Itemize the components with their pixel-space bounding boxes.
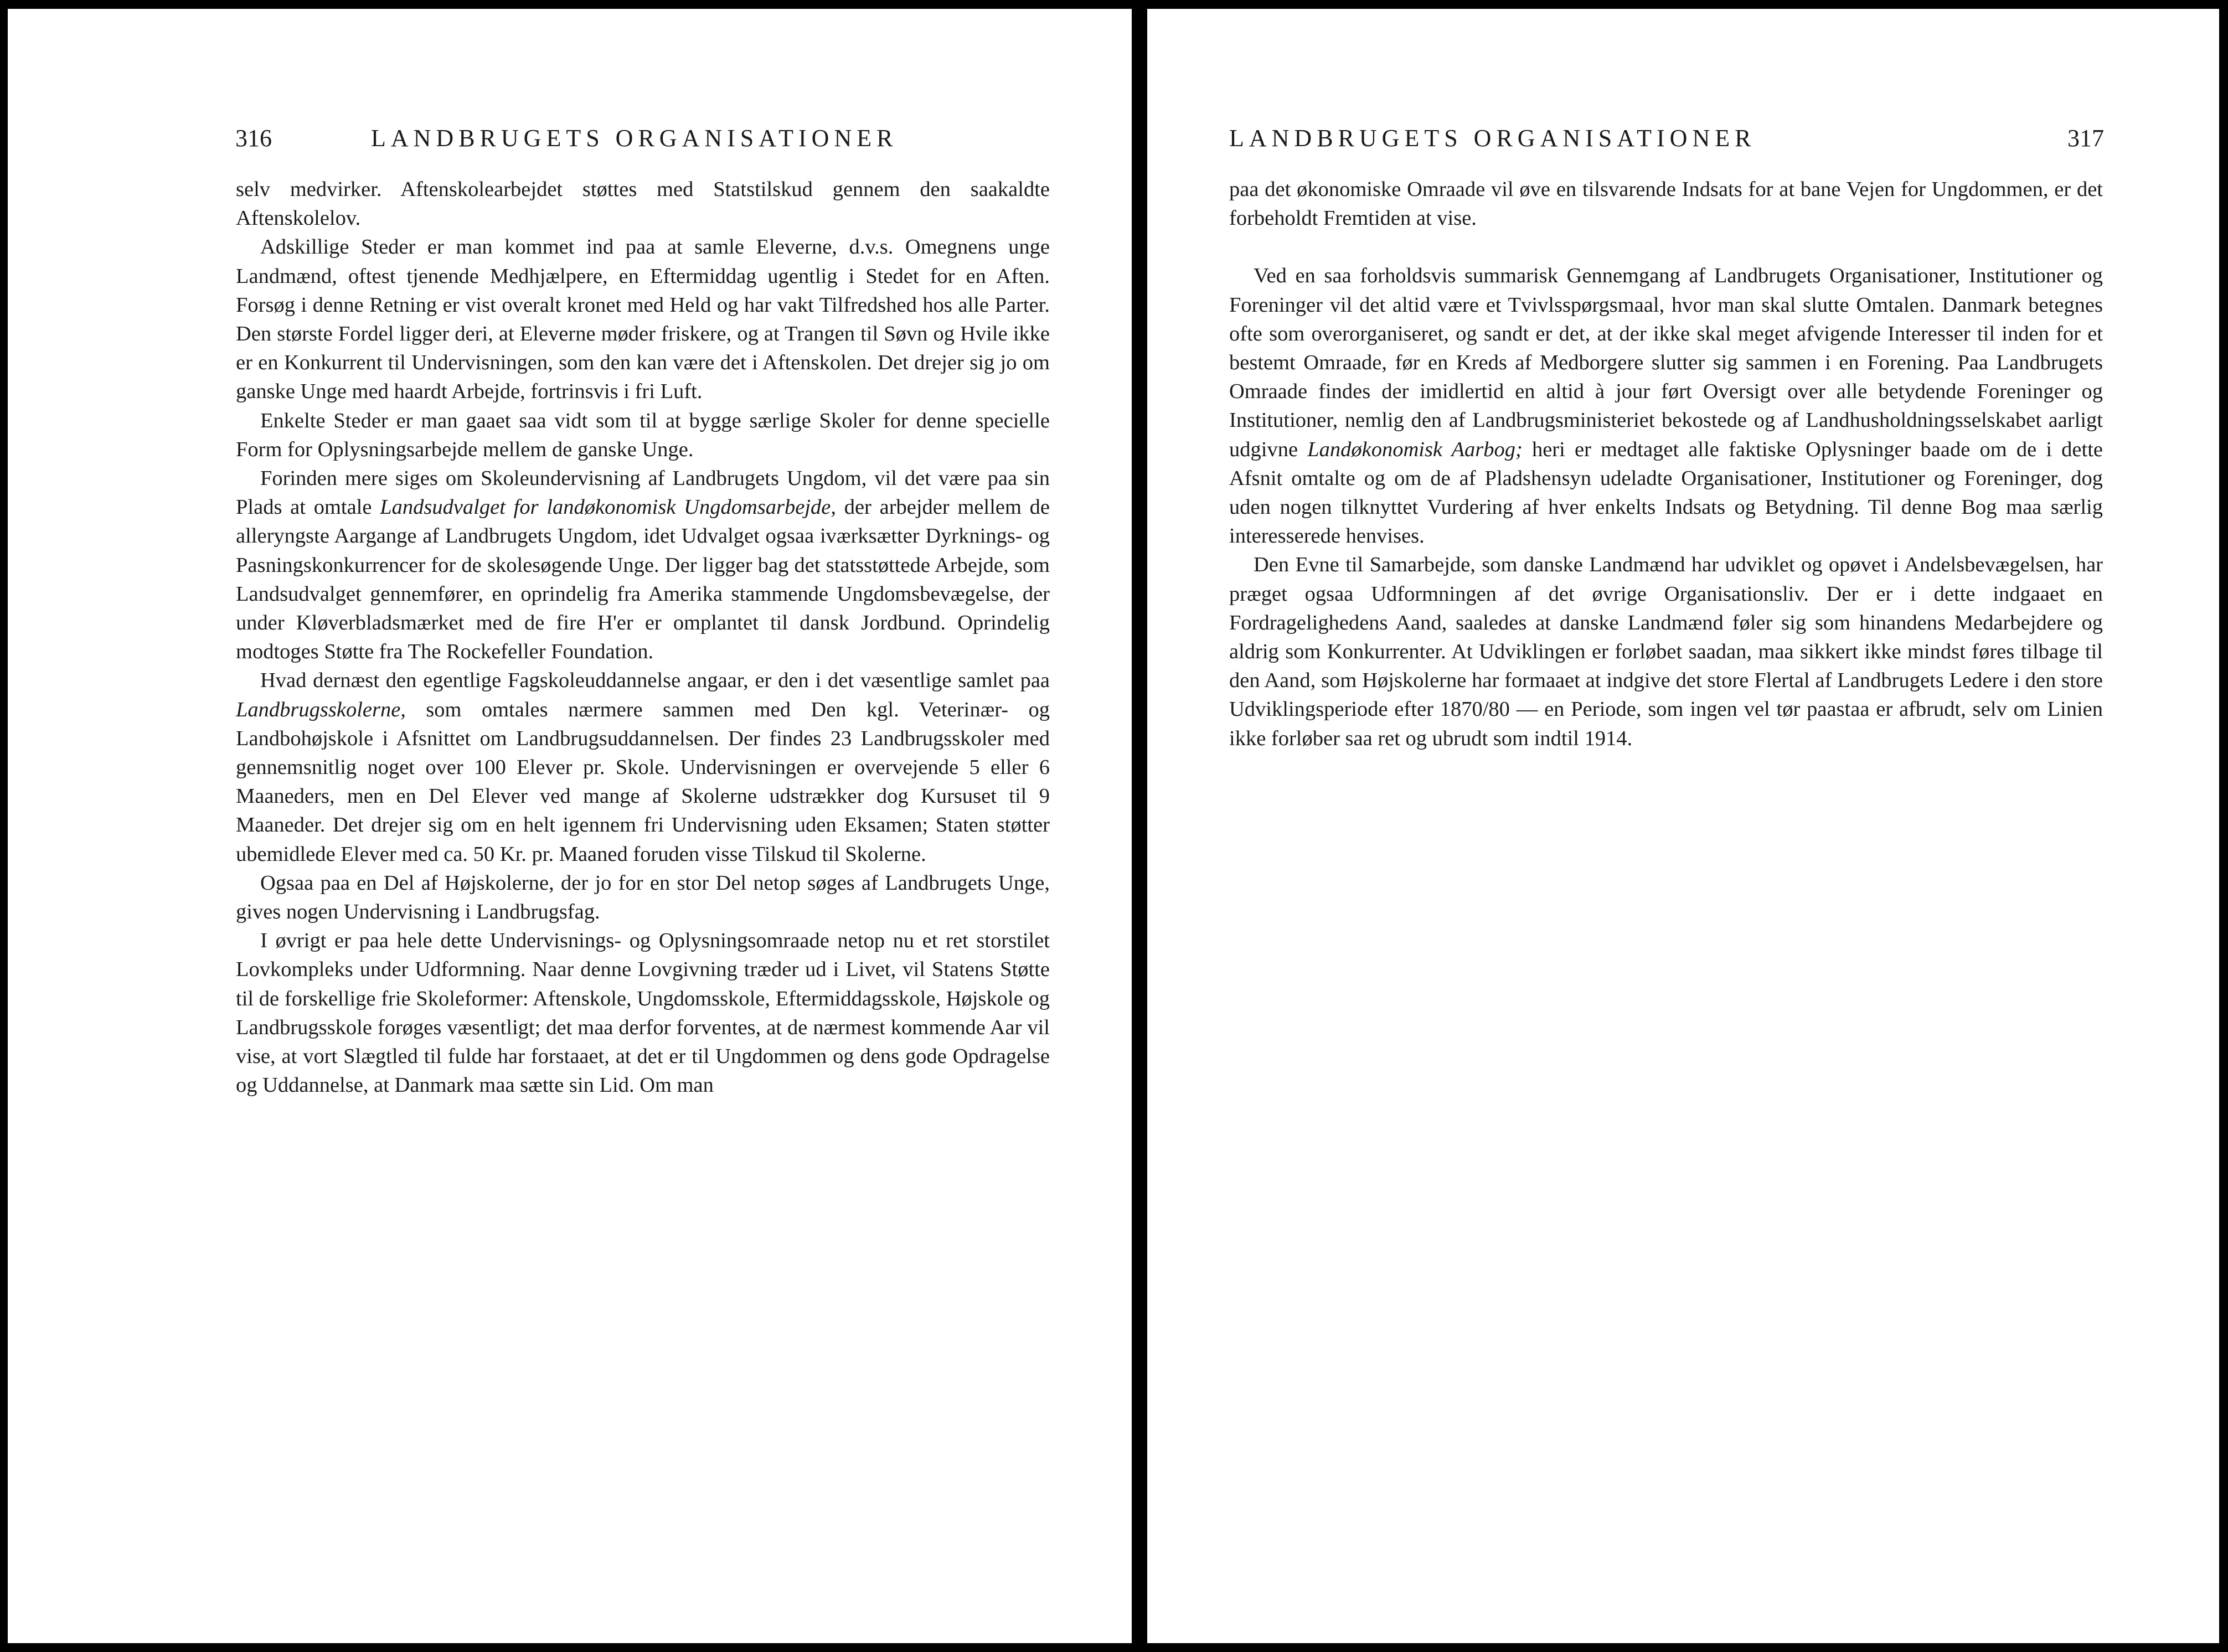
- page-number: 317: [2067, 125, 2104, 152]
- italic-term: Landbrugsskolerne,: [236, 698, 406, 721]
- page-body: [1229, 175, 2103, 753]
- page-number: 316: [235, 125, 272, 152]
- paragraph-text: heri er medtaget alle faktiske Oplysninger baade om de i dette Afsnit omtalte og om de af Pladshensyn udeladte Organisationer, Institutioner og Foreninger, dog uden nogen tilknyttet Vurdering af hver enkelts Indsats og Betydning. Til denne Bog maa særlig interesserede henvises.: [1229, 437, 2103, 548]
- italic-term: Landsudvalget for landøkonomisk Ungdomsarbejde,: [380, 495, 836, 519]
- paragraph-text: Hvad dernæst den egentlige Fagskoleuddannelse angaar, er den i det væsentlige samlet paa: [260, 669, 1050, 693]
- paragraph: Den Evne til Samarbejde, som danske Landmænd har udviklet og opøvet i Andelsbevægelsen, har præget ogsaa Udformningen af det øvrige Organisationsliv. Der er i dette indgaaet en Fordragelighedens Aand, saaledes at danske Landmænd føler sig som hinandens Medarbejdere og aldrig som Konkurrenter. At Udviklingen er forløbet saadan, maa sikkert ikke mindst føres tilbage til den Aand, som Højskolerne har formaaet at indgive det store Flertal af Landbrugets Ledere i den store Udviklingsperiode efter 1870/80 — en Periode, som ingen vel tør paastaa er afbrudt, selv om Linien ikke forløber saa ret og ubrudt som indtil 1914.: [1229, 553, 2103, 750]
- running-head-title: LANDBRUGETS ORGANISATIONER: [1229, 125, 1756, 152]
- paragraph: Enkelte Steder er man gaaet saa vidt som til at bygge særlige Skoler for denne specielle Form for Oplysningsarbejde mellem de ganske Unge.: [236, 409, 1050, 461]
- paragraph: Adskillige Steder er man kommet ind paa at samle Eleverne, d.v.s. Omegnens unge Landmænd, oftest tjenende Medhjælpere, en Eftermiddag ugentlig i Stedet for en Aften. Forsøg i denne Retning er vist overalt kronet med Held og har vakt Tilfredshed hos alle Parter. Den største Fordel ligger deri, at Eleverne møder friskere, og at Trangen til Søvn og Hvile ikke er en Konkurrent til Undervisningen, som den kan være det i Aftenskolen. Det drejer sig jo om ganske Unge med haardt Arbejde, fortrinsvis i fri Luft.: [236, 235, 1050, 404]
- paragraph: Ogsaa paa en Del af Højskolerne, der jo for en stor Del netop søges af Landbrugets Unge, gives nogen Undervisning i Landbrugsfag.: [236, 871, 1050, 924]
- paragraph: I øvrigt er paa hele dette Undervisnings- og Oplysningsomraade netop nu et ret storstilet Lovkompleks under Udformning. Naar denne Lovgivning træder ud i Livet, vil Statens Støtte til de forskellige frie Skoleformer: Aftenskole, Ungdomsskole, Eftermiddagsskole, Højskole og Landbrugsskole forøges væsentligt; det maa derfor forventes, at de nærmest kommende Aar vil vise, at vort Slægtled til fulde har forstaaet, at det er til Ungdommen og dens gode Opdragelse og Uddannelse, at Danmark maa sætte sin Lid. Om man: [236, 929, 1050, 1097]
- right-page: [1147, 9, 2219, 1643]
- running-head-title: LANDBRUGETS ORGANISATIONER: [371, 125, 898, 152]
- paragraph-text: Ved en saa forholdsvis summarisk Gennemgang af Landbrugets Organisationer, Institutioner og Foreninger vil det altid være et Tvivlsspørgsmaal, hvor man skal slutte Omtalen. Danmark betegnes ofte som overorganiseret, og sandt er det, at der ikke skal meget afvigende Interesser til inden for et bestemt Omraade, før en Kreds af Medborgere slutter sig sammen i en Forening. Paa Landbrugets Omraade findes der imidlertid en altid à jour ført Oversigt over alle betydende Foreninger og Institutioner, nemlig den af Landbrugsministeriet bekostede og af Landhusholdningsselskabet aarligt udgivne: [1229, 264, 2103, 461]
- paragraph-text: som omtales nærmere sammen med Den kgl. Veterinær- og Landbohøjskole i Afsnittet om Landbrugsuddannelsen. Der findes 23 Landbrugsskoler med gennemsnitlig noget over 100 Elever pr. Skole. Undervisningen er overvejende 5 eller 6 Maaneders, men en Del Elever ved mange af Skolerne udstrækker dog Kursuset til 9 Maaneder. Det drejer sig om en helt igennem fri Undervisning uden Eksamen; Staten støtter ubemidlede Elever med ca. 50 Kr. pr. Maaned foruden visse Tilskud til Skolerne.: [236, 698, 1050, 866]
- paragraph: selv medvirker. Aftenskolearbejdet støttes med Statstilskud gennem den saakaldte Aftenskolelov.: [236, 178, 1050, 230]
- paragraph: [236, 666, 1050, 868]
- paragraph-text: der arbejder mellem de alleryngste Aargange af Landbrugets Ungdom, idet Udvalget ogsaa iværksætter Dyrknings- og Pasningskonkurrencer for de skolesøgende Unge. Der ligger bag det statsstøttede Arbejde, som Landsudvalget gennemfører, en oprindelig fra Amerika stammende Ungdomsbevægelse, der under Kløverbladsmærket med de fire H'er er omplantet til dansk Jordbund. Oprindelig modtoges Støtte fra The Rockefeller Foundation.: [236, 495, 1050, 664]
- left-page: [8, 9, 1132, 1643]
- page-body: [236, 175, 1050, 1100]
- paragraph: paa det økonomiske Omraade vil øve en tilsvarende Indsats for at bane Vejen for Ungdommen, er det forbeholdt Fremtiden at vise.: [1229, 178, 2103, 230]
- italic-term: Landøkonomisk Aarbog;: [1307, 437, 1523, 461]
- paragraph: [1229, 261, 2103, 550]
- paragraph: [236, 464, 1050, 666]
- paragraph-text: Forinden mere siges om Skoleundervisning af Landbrugets Ungdom, vil det være paa sin Plads at omtale: [236, 467, 1050, 519]
